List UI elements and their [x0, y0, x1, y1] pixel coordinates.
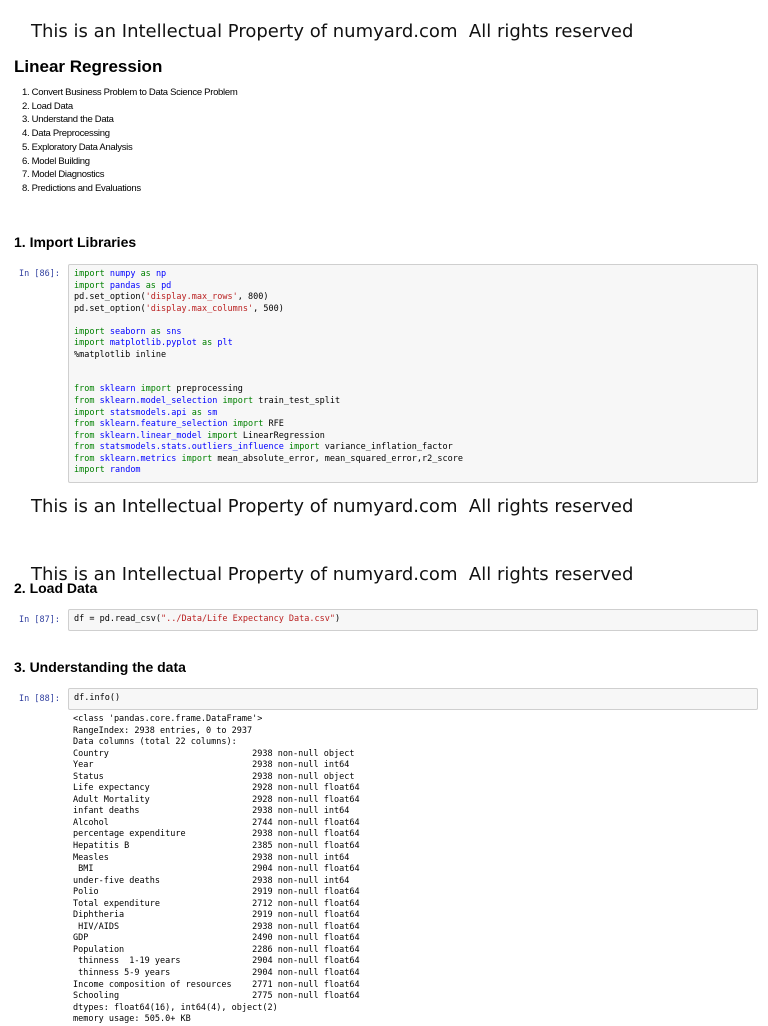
cell-prompt: In [88]:: [19, 694, 60, 704]
code-token: pandas: [109, 280, 141, 291]
output-line: Population 2286 non-null float64: [73, 944, 360, 955]
output-line: Diphtheria 2919 non-null float64: [73, 910, 360, 921]
output-line: <class 'pandas.core.frame.DataFrame'>: [73, 714, 263, 724]
code-token: sklearn.metrics: [99, 453, 177, 464]
code-token: RFE: [263, 419, 284, 430]
code-cell-content[interactable]: [69, 265, 757, 477]
code-token: as: [150, 326, 162, 337]
code-token: import: [181, 453, 213, 464]
output-line: GDP 2490 non-null float64: [73, 933, 360, 944]
code-token: import: [222, 396, 254, 407]
section-heading-load: 2. Load Data: [14, 580, 98, 596]
cell-prompt: In [87]:: [19, 615, 60, 625]
watermark-text: This is an Intellectual Property of numyard.com All rights reserved: [31, 21, 634, 42]
code-token: import: [74, 407, 105, 418]
output-line: Status 2938 non-null object: [73, 771, 355, 782]
output-line: thinness 1-19 years 2904 non-null float64: [78, 956, 360, 967]
code-cell-88[interactable]: [68, 688, 758, 710]
toc-item[interactable]: 4. Data Preprocessing: [22, 128, 110, 140]
output-line: Data columns (total 22 columns):: [73, 737, 237, 748]
code-token: preprocessing: [171, 384, 243, 395]
toc-item[interactable]: 2. Load Data: [22, 100, 73, 112]
code-token: 'display.max_columns': [145, 303, 254, 314]
watermark-text: This is an Intellectual Property of numyard.com All rights reserved: [31, 496, 634, 517]
code-token: pd: [161, 280, 172, 291]
code-token: %matplotlib inline: [74, 349, 167, 360]
code-token: from: [74, 419, 95, 430]
section-heading-understand: 3. Understanding the data: [14, 659, 186, 675]
section-heading-import: 1. Import Libraries: [14, 234, 137, 250]
output-line: BMI 2904 non-null float64: [78, 864, 360, 875]
code-token: ): [335, 614, 341, 624]
code-token: random: [109, 465, 141, 476]
output-line: Alcohol 2744 non-null float64: [73, 817, 360, 828]
code-token: matplotlib.pyplot: [109, 338, 197, 349]
code-token: import: [74, 280, 105, 291]
output-line: Year 2938 non-null int64: [73, 760, 350, 771]
code-token: import: [207, 430, 238, 441]
output-line: Income composition of resources 2771 non-null float64: [73, 979, 360, 990]
code-token: statsmodels.stats.outliers_influence: [99, 442, 284, 453]
code-cell-86[interactable]: [68, 264, 758, 483]
code-token: sns: [166, 326, 182, 337]
page-title: Linear Regression: [14, 57, 163, 76]
code-token: as: [201, 338, 213, 349]
output-line: Life expectancy 2928 non-null float64: [73, 783, 360, 794]
toc-item[interactable]: 5. Exploratory Data Analysis: [22, 141, 133, 153]
output-line: dtypes: float64(16), int64(4), object(2): [73, 1002, 278, 1013]
code-token: sklearn.feature_selection: [99, 419, 228, 430]
toc-item[interactable]: 1. Convert Business Problem to Data Science Problem: [22, 87, 238, 98]
code-cell-87[interactable]: [68, 609, 758, 631]
code-token: 'display.max_rows': [145, 292, 238, 303]
code-token: import: [74, 326, 105, 337]
code-token: statsmodels.api: [109, 407, 187, 418]
code-token: sklearn.model_selection: [99, 396, 218, 407]
output-line: under-five deaths 2938 non-null int64: [73, 875, 350, 886]
code-token: sklearn.linear_model: [99, 430, 202, 441]
output-line: Schooling 2775 non-null float64: [73, 991, 360, 1002]
code-token: LinearRegression: [237, 430, 325, 441]
toc-item[interactable]: 6. Model Building: [22, 155, 90, 167]
output-line: memory usage: 505.0+ KB: [73, 1014, 191, 1025]
code-token: variance_inflation_factor: [319, 442, 453, 453]
code-token: from: [74, 442, 95, 453]
code-token: import: [140, 384, 172, 395]
code-token: train_test_split: [253, 396, 341, 407]
output-line: Total expenditure 2712 non-null float64: [73, 898, 360, 909]
code-token: seaborn: [109, 326, 146, 337]
code-token: import: [232, 419, 264, 430]
code-token: from: [74, 453, 95, 464]
toc-item[interactable]: 3. Understand the Data: [22, 114, 114, 126]
code-token: import: [74, 338, 105, 349]
code-token: from: [74, 396, 95, 407]
code-token: import: [74, 465, 105, 476]
code-token: , 800): [237, 292, 269, 303]
cell-output-88: [73, 714, 360, 1026]
code-token: mean_absolute_error, mean_squared_error,r2_score: [212, 453, 463, 464]
output-line: Hepatitis B 2385 non-null float64: [73, 841, 360, 852]
output-line: Polio 2919 non-null float64: [73, 887, 360, 898]
code-token: import: [288, 442, 320, 453]
code-token: numpy: [109, 269, 136, 279]
code-token: as: [140, 269, 151, 279]
cell-prompt: In [86]:: [19, 269, 60, 279]
code-token: from: [74, 430, 95, 441]
code-token: sm: [207, 407, 218, 418]
code-token: plt: [217, 338, 233, 349]
code-token: df = pd.read_csv(: [74, 614, 161, 624]
code-token: df.info(): [74, 693, 121, 703]
output-line: percentage expenditure 2938 non-null float64: [73, 829, 360, 840]
code-token: , 500): [253, 303, 284, 314]
code-token: from: [74, 384, 95, 395]
code-cell-content[interactable]: [69, 610, 757, 626]
output-line: Country 2938 non-null object: [73, 748, 355, 759]
code-token: np: [155, 269, 167, 279]
output-line: Adult Mortality 2928 non-null float64: [73, 794, 360, 805]
code-token: import: [74, 269, 105, 279]
output-line: HIV/AIDS 2938 non-null float64: [78, 921, 360, 932]
toc-item[interactable]: 8. Predictions and Evaluations: [22, 182, 141, 194]
code-token: sklearn: [99, 384, 136, 395]
code-token: pd.set_option(: [74, 303, 146, 314]
table-of-contents: [22, 86, 237, 196]
code-token: pd.set_option(: [74, 292, 146, 303]
code-cell-content[interactable]: [69, 689, 757, 705]
code-token: "../Data/Life Expectancy Data.csv": [161, 614, 335, 624]
output-line: infant deaths 2938 non-null int64: [73, 806, 350, 817]
output-line: thinness 5-9 years 2904 non-null float64: [78, 968, 360, 979]
output-line: Measles 2938 non-null int64: [73, 852, 350, 863]
code-token: as: [145, 280, 156, 291]
output-line: RangeIndex: 2938 entries, 0 to 2937: [73, 725, 253, 736]
toc-item[interactable]: 7. Model Diagnostics: [22, 169, 105, 181]
code-token: as: [191, 407, 202, 418]
watermark-text: This is an Intellectual Property of numyard.com All rights reserved: [31, 564, 634, 585]
